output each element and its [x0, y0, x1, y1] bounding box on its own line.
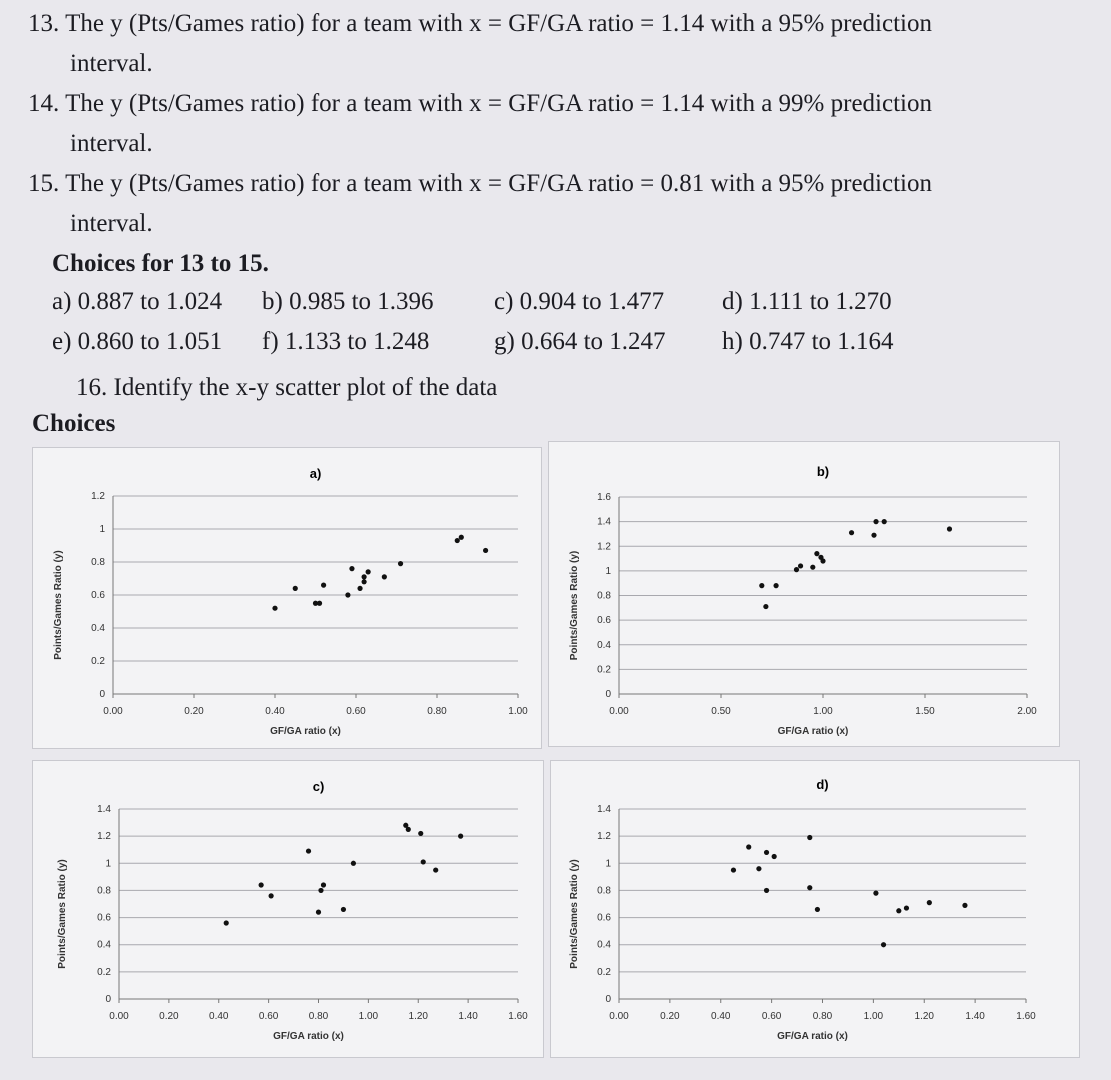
scatter-point — [798, 563, 803, 568]
y-tick-label: 0 — [605, 994, 611, 1005]
scatter-point — [764, 850, 769, 855]
y-tick-label: 1 — [99, 524, 105, 535]
x-tick-label: 1.20 — [914, 1011, 934, 1022]
question-13 — [28, 4, 932, 84]
scatter-point — [794, 567, 799, 572]
question-15-cont: interval. — [70, 210, 153, 237]
scatter-point — [362, 579, 367, 584]
choice-h: h) 0.747 to 1.164 — [722, 328, 894, 355]
scatter-point — [773, 583, 778, 588]
scatter-point — [807, 885, 812, 890]
y-tick-label: 0.6 — [597, 912, 611, 924]
scatter-point — [269, 893, 274, 898]
y-axis-label: Points/Games Ratio (y) — [569, 550, 580, 661]
scatter-point — [459, 535, 464, 540]
choice-f: f) 1.133 to 1.248 — [262, 328, 430, 355]
y-tick-label: 0.8 — [597, 885, 611, 897]
scatter-point — [764, 888, 769, 893]
y-tick-label: 1.2 — [597, 831, 611, 843]
scatter-point — [398, 561, 403, 566]
x-tick-label: 0.40 — [265, 706, 285, 717]
scatter-point — [351, 861, 356, 866]
scatter-point — [873, 519, 878, 524]
x-tick-label: 0.00 — [109, 1011, 129, 1022]
plot-d-frame — [550, 760, 1080, 1058]
scatter-point — [259, 882, 264, 887]
scatter-point — [362, 574, 367, 579]
x-tick-label: 0.80 — [308, 1011, 329, 1022]
choices2-heading: Choices — [32, 410, 116, 437]
plot-a-frame — [32, 447, 542, 749]
y-tick-label: 1.4 — [597, 804, 611, 815]
y-tick-label: 0.4 — [597, 939, 611, 951]
plot-title: a) — [309, 466, 322, 481]
y-tick-label: 0.8 — [91, 557, 105, 568]
scatter-point — [731, 867, 736, 872]
x-tick-label: 1.40 — [458, 1011, 478, 1022]
question-14 — [28, 84, 932, 164]
scatter-point — [293, 586, 298, 591]
scatter-point — [849, 530, 854, 535]
scatter-point — [433, 867, 438, 872]
question-14-text: The y (Pts/Games ratio) for a team with x = GF/GA ratio = 1.14 with a 99% prediction — [65, 90, 932, 117]
y-tick-label: 0.6 — [597, 615, 611, 627]
scatter-point — [349, 566, 354, 571]
plot-a — [33, 448, 541, 748]
plot-b-frame — [548, 441, 1060, 747]
y-tick-label: 0.4 — [91, 623, 105, 634]
scatter-point — [366, 569, 371, 574]
x-tick-label: 1.00 — [508, 706, 528, 717]
scatter-point — [316, 910, 321, 915]
y-tick-label: 1.4 — [597, 516, 611, 528]
y-tick-label: 1.2 — [597, 541, 611, 553]
choice-e: e) 0.860 to 1.051 — [52, 328, 223, 355]
y-tick-label: 0.8 — [597, 590, 611, 602]
choice-c: c) 0.904 to 1.477 — [494, 288, 665, 315]
y-tick-label: 1 — [605, 858, 611, 870]
scatter-point — [421, 859, 426, 864]
x-tick-label: 2.00 — [1017, 706, 1037, 717]
scatter-point — [896, 908, 901, 913]
y-tick-label: 0.2 — [91, 656, 105, 667]
scatter-point — [483, 548, 488, 553]
x-tick-label: 0.20 — [660, 1011, 680, 1022]
plot-c-frame — [32, 760, 544, 1058]
scatter-point — [756, 866, 761, 871]
plot-title: d) — [816, 777, 829, 792]
y-tick-label: 0.2 — [597, 664, 611, 676]
y-axis-label: Points/Games Ratio (y) — [569, 859, 580, 969]
x-tick-label: 0.20 — [159, 1011, 179, 1022]
scatter-point — [321, 882, 326, 887]
y-tick-label: 0.2 — [97, 966, 111, 978]
question-14-number: 14. — [28, 90, 60, 117]
scatter-point — [455, 538, 460, 543]
x-tick-label: 1.40 — [965, 1011, 985, 1022]
y-tick-label: 0.8 — [97, 885, 111, 897]
y-tick-label: 1.2 — [91, 491, 105, 502]
scatter-point — [772, 854, 777, 859]
question-15-number: 15. — [28, 170, 60, 197]
x-tick-label: 0.20 — [184, 706, 204, 717]
scatter-point — [871, 533, 876, 538]
scatter-point — [815, 907, 820, 912]
scatter-point — [306, 848, 311, 853]
x-tick-label: 1.20 — [408, 1011, 428, 1022]
question-16: 16. Identify the x-y scatter plot of the data — [76, 374, 498, 401]
x-tick-label: 0.80 — [427, 706, 447, 717]
scatter-point — [763, 604, 768, 609]
y-axis-label: Points/Games Ratio (y) — [53, 550, 64, 660]
y-tick-label: 1.2 — [97, 831, 111, 843]
scatter-point — [873, 891, 878, 896]
x-tick-label: 0.00 — [103, 706, 123, 717]
plot-title: c) — [312, 779, 325, 794]
x-tick-label: 1.00 — [358, 1011, 379, 1022]
x-tick-label: 0.00 — [609, 706, 629, 717]
x-tick-label: 1.50 — [915, 706, 935, 717]
question-13-text: The y (Pts/Games ratio) for a team with x = GF/GA ratio = 1.14 with a 95% prediction — [65, 10, 932, 37]
scatter-point — [814, 551, 819, 556]
x-tick-label: 0.40 — [711, 1011, 731, 1022]
question-15-text: The y (Pts/Games ratio) for a team with x = GF/GA ratio = 0.81 with a 95% prediction — [65, 170, 932, 197]
x-axis-label: GF/GA ratio (x) — [777, 1031, 848, 1042]
scatter-point — [807, 835, 812, 840]
x-tick-label: 0.80 — [812, 1011, 833, 1022]
question-15 — [28, 164, 932, 244]
x-tick-label: 1.00 — [813, 706, 833, 717]
scatter-point — [820, 558, 825, 563]
scatter-point — [759, 583, 764, 588]
plot-title: b) — [816, 464, 830, 479]
y-tick-label: 1.4 — [97, 804, 111, 815]
scatter-point — [882, 519, 887, 524]
scatter-point — [458, 834, 463, 839]
x-tick-label: 0.60 — [761, 1011, 782, 1022]
scatter-point — [382, 574, 387, 579]
x-tick-label: 0.60 — [258, 1011, 279, 1022]
scatter-point — [272, 606, 277, 611]
y-tick-label: 0 — [99, 689, 105, 700]
y-axis-label: Points/Games Ratio (y) — [57, 859, 68, 969]
question-14-cont: interval. — [70, 130, 153, 157]
scatter-point — [224, 920, 229, 925]
scatter-point — [962, 903, 967, 908]
scatter-point — [947, 526, 952, 531]
scatter-point — [418, 831, 423, 836]
plot-b — [549, 442, 1059, 746]
y-tick-label: 0.6 — [97, 912, 111, 924]
x-tick-label: 0.50 — [711, 706, 731, 717]
plot-c — [33, 761, 543, 1057]
y-tick-label: 0.2 — [597, 966, 611, 978]
scatter-point — [341, 907, 346, 912]
y-tick-label: 1 — [105, 858, 111, 870]
y-tick-label: 0.4 — [597, 639, 611, 651]
choices-heading: Choices for 13 to 15. — [52, 250, 269, 277]
question-13-cont: interval. — [70, 50, 153, 77]
question-13-number: 13. — [28, 10, 60, 37]
scatter-point — [746, 844, 751, 849]
scatter-point — [881, 942, 886, 947]
plot-d — [551, 761, 1079, 1057]
scatter-point — [345, 592, 350, 597]
choice-b: b) 0.985 to 1.396 — [262, 288, 434, 315]
scatter-point — [357, 586, 362, 591]
scatter-point — [927, 900, 932, 905]
x-tick-label: 1.60 — [1016, 1011, 1036, 1022]
x-tick-label: 0.00 — [609, 1011, 629, 1022]
x-tick-label: 1.00 — [863, 1011, 884, 1022]
y-tick-label: 0.4 — [97, 939, 111, 951]
x-tick-label: 1.60 — [508, 1011, 528, 1022]
scatter-point — [318, 888, 323, 893]
x-axis-label: GF/GA ratio (x) — [777, 726, 849, 737]
y-tick-label: 1.6 — [597, 492, 611, 503]
scatter-point — [317, 601, 322, 606]
x-tick-label: 0.40 — [209, 1011, 229, 1022]
x-axis-label: GF/GA ratio (x) — [273, 1031, 344, 1042]
x-tick-label: 0.60 — [346, 706, 366, 717]
y-tick-label: 0 — [105, 994, 111, 1005]
scatter-point — [810, 565, 815, 570]
y-tick-label: 1 — [605, 565, 611, 577]
scatter-point — [321, 583, 326, 588]
choice-a: a) 0.887 to 1.024 — [52, 288, 223, 315]
scatter-point — [904, 905, 909, 910]
y-tick-label: 0 — [605, 689, 611, 700]
choice-g: g) 0.664 to 1.247 — [494, 328, 666, 355]
choice-d: d) 1.111 to 1.270 — [722, 288, 892, 315]
y-tick-label: 0.6 — [91, 590, 105, 601]
scatter-point — [406, 827, 411, 832]
x-axis-label: GF/GA ratio (x) — [270, 726, 341, 737]
